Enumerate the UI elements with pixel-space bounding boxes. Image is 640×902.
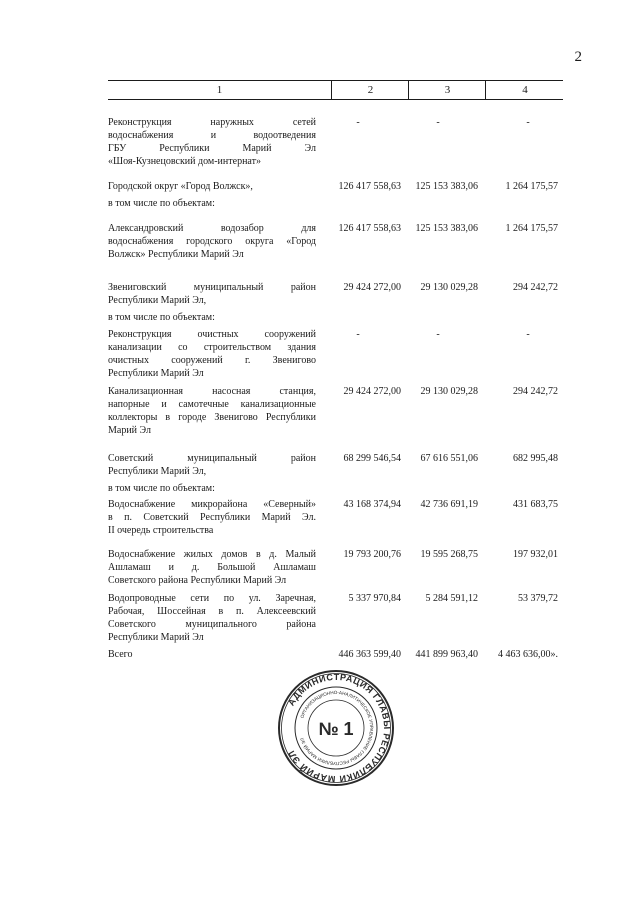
- object-name: [108, 498, 316, 537]
- object-name-line: напорные и самотечные канализационные: [108, 399, 316, 410]
- amount-col-3: 29 130 029,28: [420, 386, 478, 397]
- object-name: [108, 452, 316, 478]
- object-name: [108, 548, 316, 587]
- including-objects-note: в том числе по объектам:: [108, 198, 215, 209]
- amount-col-3: 67 616 551,06: [420, 453, 478, 464]
- header-col-1: 1: [216, 84, 223, 96]
- object-name: [108, 281, 316, 307]
- object-name-line: Волжск» Республики Марий Эл: [108, 249, 244, 260]
- object-name: [108, 116, 316, 168]
- object-name-line: II очередь строительства: [108, 525, 214, 536]
- object-name-line: водоснабжения городского округа «Город: [108, 236, 316, 247]
- object-name-line: в п. Советский Республики Марий Эл.: [108, 512, 316, 523]
- amount-col-2: 29 424 272,00: [343, 282, 401, 293]
- amount-col-3: 5 284 591,12: [425, 593, 478, 604]
- object-name-line: Канализационная насосная станция,: [108, 386, 316, 397]
- amount-col-3: 125 153 383,06: [415, 181, 478, 192]
- object-name-line: Водоснабжение микрорайона «Северный»: [108, 499, 316, 510]
- object-name-line: Реконструкция очистных сооружений: [108, 329, 316, 340]
- amount-col-2: 126 417 558,63: [338, 223, 401, 234]
- object-name: [108, 385, 316, 437]
- amount-col-4: 431 683,75: [513, 499, 558, 510]
- object-name-line: Советский муниципальный район: [108, 453, 316, 464]
- object-name-line: ГБУ Республики Марий Эл: [108, 143, 316, 154]
- amount-col-3: 42 736 691,19: [420, 499, 478, 510]
- including-objects-note: в том числе по объектам:: [108, 483, 215, 494]
- object-name-line: Городской округ «Город Волжск»,: [108, 181, 253, 192]
- amount-col-2: 43 168 374,94: [343, 499, 401, 510]
- object-name-line: Республики Марий Эл,: [108, 466, 207, 477]
- object-name: [108, 592, 316, 644]
- object-name-line: Советского муниципального района: [108, 619, 316, 630]
- amount-col-2: -: [356, 329, 360, 340]
- including-objects-note: в том числе по объектам:: [108, 312, 215, 323]
- object-name: [108, 222, 316, 261]
- amount-col-2: 5 337 970,84: [348, 593, 401, 604]
- object-name-line: Реконструкция наружных сетей: [108, 117, 316, 128]
- object-name-line: Республики Марий Эл: [108, 632, 204, 643]
- amount-col-3: 29 130 029,28: [420, 282, 478, 293]
- amount-col-4: 682 995,48: [513, 453, 558, 464]
- amount-col-2: 126 417 558,63: [338, 181, 401, 192]
- header-col-4: 4: [485, 81, 564, 99]
- table-header: [108, 80, 563, 100]
- svg-text:№ 1: № 1: [318, 719, 354, 739]
- object-name-line: Всего: [108, 649, 133, 660]
- object-name-line: канализации со строительством здания: [108, 342, 316, 353]
- amount-col-3: 125 153 383,06: [415, 223, 478, 234]
- object-name-line: очистных сооружений г. Звенигово: [108, 355, 316, 366]
- object-name-line: «Шоя-Кузнецовский дом-интернат»: [108, 156, 261, 167]
- object-name-line: Советского района Республики Марий Эл: [108, 575, 287, 586]
- amount-col-3: 19 595 268,75: [420, 549, 478, 560]
- object-name-line: Ашламаш и д. Большой Ашламаш: [108, 562, 316, 573]
- object-name-line: Республики Марий Эл: [108, 368, 204, 379]
- object-name-line: Звениговский муниципальный район: [108, 282, 316, 293]
- object-name-line: Александровский водозабор для: [108, 223, 316, 234]
- amount-col-4: -: [526, 329, 530, 340]
- object-name-line: Республики Марий Эл,: [108, 295, 207, 306]
- amount-col-2: 68 299 546,54: [343, 453, 401, 464]
- svg-text:АДМИНИСТРАЦИЯ ГЛАВЫ РЕСПУБЛИКИ: АДМИНИСТРАЦИЯ ГЛАВЫ РЕСПУБЛИКИ МАРИЙ ЭЛ: [286, 671, 393, 785]
- amount-col-2: 446 363 599,40: [338, 649, 401, 660]
- amount-col-4: 1 264 175,57: [505, 223, 558, 234]
- amount-col-4: -: [526, 117, 530, 128]
- amount-col-4: 294 242,72: [513, 386, 558, 397]
- object-name-line: Водопроводные сети по ул. Заречная,: [108, 593, 316, 604]
- object-name-line: Водоснабжение жилых домов в д. Малый: [108, 549, 316, 560]
- header-col-2: 2: [331, 81, 409, 99]
- amount-col-3: -: [436, 117, 440, 128]
- object-name: [108, 180, 316, 193]
- object-name-line: водоснабжения и водоотведения: [108, 130, 316, 141]
- amount-col-4: 197 932,01: [513, 549, 558, 560]
- official-seal-stamp: [276, 668, 396, 788]
- amount-col-4: 53 379,72: [518, 593, 558, 604]
- object-name-line: Рабочая, Шоссейная в п. Алексеевский: [108, 606, 316, 617]
- object-name: [108, 328, 316, 380]
- object-name-line: Марий Эл: [108, 425, 151, 436]
- amount-col-4: 1 264 175,57: [505, 181, 558, 192]
- amount-col-4: 294 242,72: [513, 282, 558, 293]
- amount-col-3: 441 899 963,40: [415, 649, 478, 660]
- seal-graphic: [276, 668, 396, 788]
- amount-col-4: 4 463 636,00».: [498, 649, 558, 660]
- svg-text:ОРГАНИЗАЦИОННО-АНАЛИТИЧЕСКОЕ У: ОРГАНИЗАЦИОННО-АНАЛИТИЧЕСКОЕ УПРАВЛЕНИЕ ГЛАВЫ РЕСПУБЛИКИ МАРИЙ ЭЛ: [299, 689, 375, 767]
- header-col-3: 3: [408, 81, 486, 99]
- page-number: 2: [574, 49, 582, 65]
- amount-col-3: -: [436, 329, 440, 340]
- object-name: [108, 648, 316, 661]
- amount-col-2: 19 793 200,76: [343, 549, 401, 560]
- amount-col-2: -: [356, 117, 360, 128]
- object-name-line: коллекторы в городе Звенигово Республики: [108, 412, 316, 423]
- amount-col-2: 29 424 272,00: [343, 386, 401, 397]
